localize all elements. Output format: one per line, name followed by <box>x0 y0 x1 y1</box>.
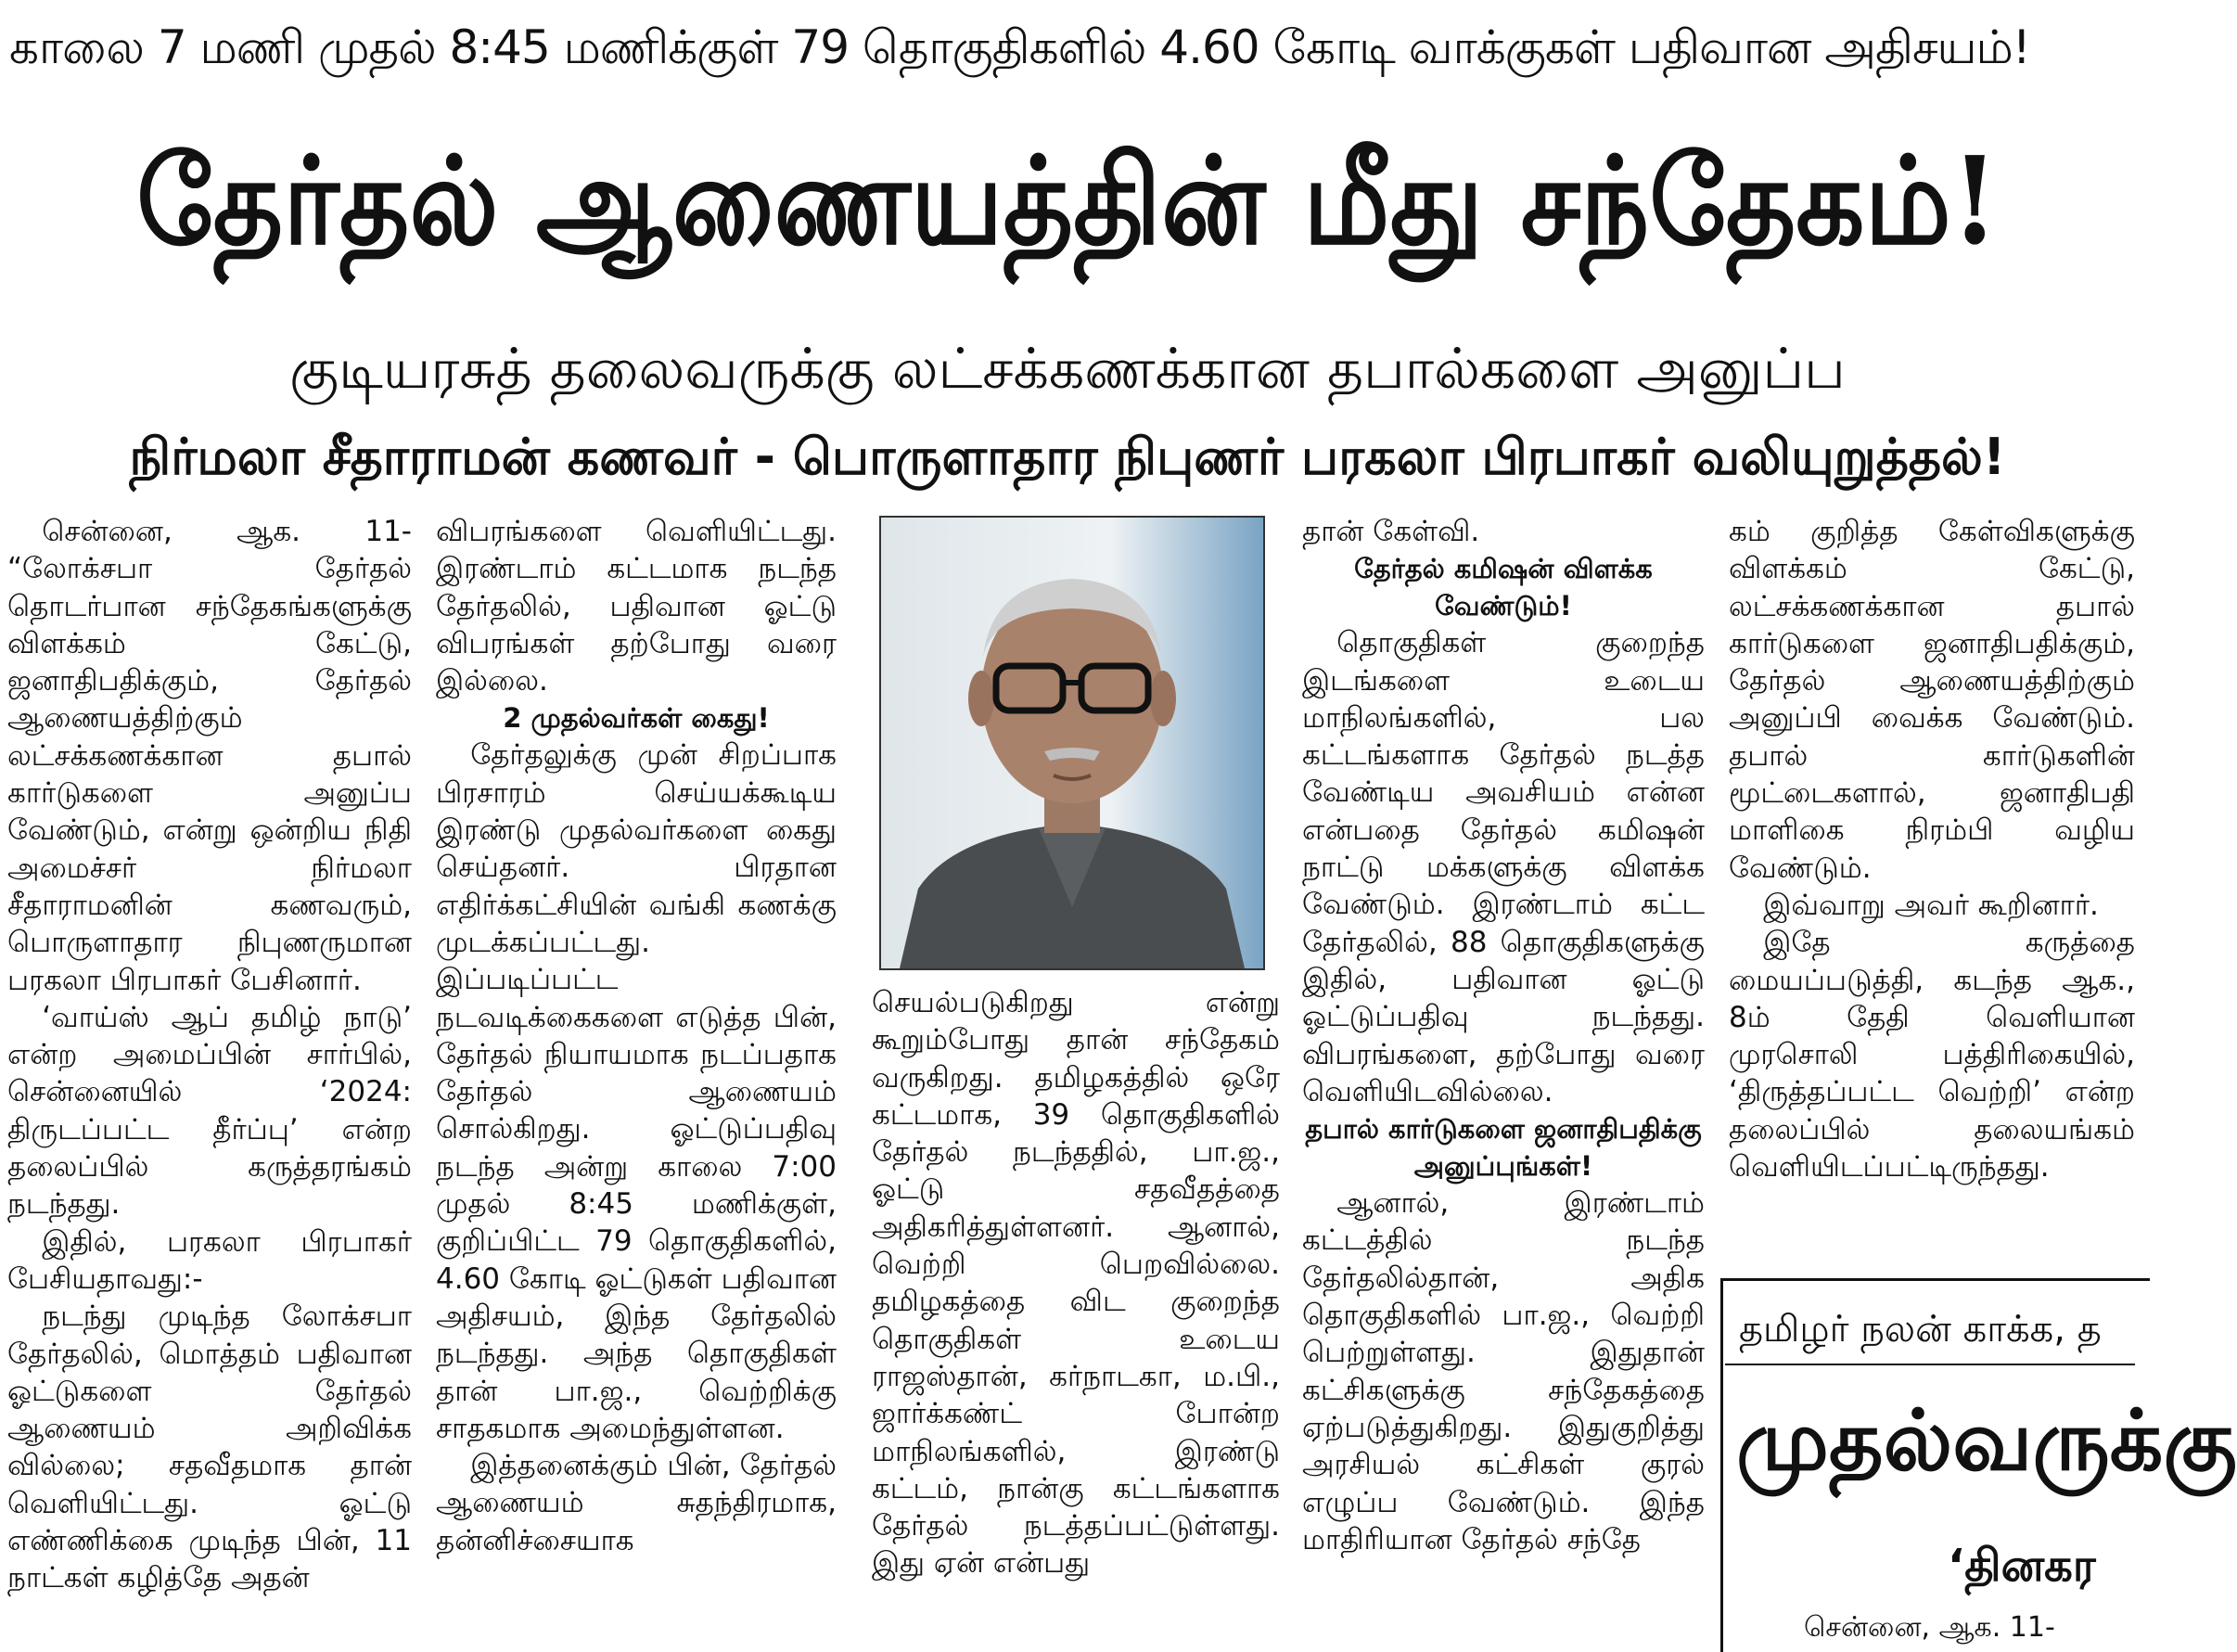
main-headline: தேர்தல் ஆணையத்தின் மீது சந்தேகம்! <box>136 130 1999 273</box>
paragraph: செயல்படுகிறது என்று கூறும்போது தான் சந்தேகம் வருகிறது. தமிழகத்தில் ஒரே கட்டமாக, 39 தொகுதிகளில் தேர்தல் நடந்ததில், பா.ஜ., ஓட்டு சதவீதத்தை அதிகரித்துள்ளனர். ஆனால், வெற்றி பெறவில்லை. தமிழகத்தை விட குறைந்த தொகுதிகள் உடைய ராஜஸ்தான், கர்நாடகா, ம.பி., ஜார்க்கண்ட் போன்ற மாநிலங்களில், இரண்டு கட்டம், நான்கு கட்டங்களாக தேர்தல் நடத்தப்பட்டுள்ளது. இது ஏன் என்பது <box>872 986 1280 1581</box>
subheading: 2 முதல்வர்கள் கைது! <box>503 702 770 735</box>
paragraph: சென்னை, ஆக. 11- “லோக்சபா தேர்தல் தொடர்பான சந்தேகங்களுக்கு விளக்கம் கேட்டு, ஜனாதிபதிக்கும், தேர்தல் ஆணையத்திற்கும் லட்சக்கணக்கான தபால் கார்டுகளை அனுப்ப வேண்டும், என்று ஒன்றிய நிதி அமைச்சர் நிர்மலா சீதாராமனின் கணவரும், பொருளாதார நிபுணருமான பரகலா பிரபாகர் பேசினார். <box>7 515 412 997</box>
paragraph: தேர்தலுக்கு முன் சிறப்பாக பிரசாரம் செய்யக்கூடிய இரண்டு முதல்வர்களை கைது செய்தனர். பிரதான எதிர்க்கட்சியின் வங்கி கணக்கு முடக்கப்பட்டது. இப்படிப்பட்ட நடவடிக்கைகளை எடுத்த பின், தேர்தல் நியாயமாக நடப்பதாக தேர்தல் ஆணையம் சொல்கிறது. ஓட்டுப்பதிவு நடந்த அன்று காலை 7:00 முதல் 8:45 மணிக்குள், குறிப்பிட்ட 79 தொகுதிகளில், 4.60 கோடி ஓட்டுகள் பதிவான அதிசயம், இந்த தேர்தலில் நடந்தது. அந்த தொகுதிகள் தான் பா.ஜ., வெற்றிக்கு சாதகமாக அமைந்துள்ளன. <box>436 738 837 1445</box>
sidebar-story-headline: முதல்வருக்கு <box>1736 1391 2237 1490</box>
sidebar-story-tag: தமிழர் நலன் காக்க, த <box>1739 1308 2102 1351</box>
paragraph: ‘வாய்ஸ் ஆப் தமிழ் நாடு’ என்ற அமைப்பின் சார்பில், சென்னையில் ‘2024: திருடப்பட்ட தீர்ப்பு’ என்ற தலைப்பில் கருத்தரங்கம் நடந்தது. <box>7 1000 412 1222</box>
sidebar-story-dateline: சென்னை, ஆக. 11- <box>1804 1611 2055 1644</box>
article-column-3 <box>872 984 1280 1642</box>
deck-line-2: நிர்மலா சீதாராமன் கணவர் - பொருளாதார நிபுணர் பரகலா பிரபாகர் வலியுறுத்தல்! <box>129 428 2006 486</box>
paragraph: தான் கேள்வி. <box>1302 515 1480 548</box>
paragraph: ஆனால், இரண்டாம் கட்டத்தில் நடந்த தேர்தலில்தான், அதிக தொகுதிகளில் பா.ஜ., வெற்றி பெற்றுள்ளது. இதுதான் கட்சிகளுக்கு சந்தேகத்தை ஏற்படுத்துகிறது. இதுகுறித்து அரசியல் கட்சிகள் குரல் எழுப்ப வேண்டும். இந்த மாதிரியான தேர்தல் சந்தே <box>1302 1186 1705 1556</box>
paragraph: தொகுதிகள் குறைந்த இடங்களை உடைய மாநிலங்களில், பல கட்டங்களாக தேர்தல் நடத்த வேண்டிய அவசியம் என்ன என்பதை தேர்தல் கமிஷன் நாட்டு மக்களுக்கு விளக்க வேண்டும். இரண்டாம் கட்ட தேர்தலில், 88 தொகுதிகளுக்கு இதில், பதிவான ஓட்டு ஓட்டுப்பதிவு நடந்தது. விபரங்களை, தற்போது வரை வெளியிடவில்லை. <box>1302 626 1705 1108</box>
divider <box>1725 1364 2135 1365</box>
speaker-photo <box>879 516 1265 970</box>
portrait-illustration <box>881 518 1263 968</box>
paragraph: விபரங்களை வெளியிட்டது. இரண்டாம் கட்டமாக நடந்த தேர்தலில், பதிவான ஓட்டு விபரங்கள் தற்போது வரை இல்லை. <box>436 515 837 698</box>
paragraph: கம் குறித்த கேள்விகளுக்கு விளக்கம் கேட்டு, லட்சக்கணக்கான தபால் கார்டுகளை ஜனாதிபதிக்கும், தேர்தல் ஆணையத்திற்கும் அனுப்பி வைக்க வேண்டும். தபால் கார்டுகளின் மூட்டைகளால், ஜனாதிபதி மாளிகை நிரம்பி வழிய வேண்டும். <box>1729 515 2135 885</box>
subheading: தேர்தல் கமிஷன் விளக்க வேண்டும்! <box>1354 553 1653 622</box>
deck-line-1: குடியரசுத் தலைவருக்கு லட்சக்கணக்கான தபால்களை அனுப்ப <box>289 337 1846 402</box>
paragraph: நடந்து முடிந்த லோக்சபா தேர்தலில், மொத்தம் பதிவான ஓட்டுகளை தேர்தல் ஆணையம் அறிவிக்க வில்லை; சதவீதமாக தான் வெளியிட்டது. ஓட்டு எண்ணிக்கை முடிந்த பின், 11 நாட்கள் கழித்தே அதன் <box>7 1300 412 1595</box>
article-column-5 <box>1729 513 2135 1274</box>
article-column-2 <box>436 513 837 1642</box>
subheading: தபால் கார்டுகளை ஜனாதிபதிக்கு அனுப்புங்கள்! <box>1305 1113 1702 1183</box>
paragraph: இதே கருத்தை மையப்படுத்தி, கடந்த ஆக., 8ம் தேதி வெளியான முரசொலி பத்திரிகையில், ‘திருத்தப்பட்ட வெற்றி’ என்ற தலைப்பில் தலையங்கம் வெளியிடப்பட்டிருந்தது. <box>1729 926 2135 1185</box>
sidebar-story-source: ‘தினகர <box>1948 1540 2096 1592</box>
paragraph: இவ்வாறு அவர் கூறினார். <box>1763 888 2099 922</box>
kicker-line: காலை 7 மணி முதல் 8:45 மணிக்குள் 79 தொகுதிகளில் 4.60 கோடி வாக்குகள் பதிவான அதிசயம்! <box>9 20 2030 74</box>
paragraph: இதில், பரகலா பிரபாகர் பேசியதாவது:- <box>7 1224 412 1296</box>
article-column-1 <box>7 513 412 1642</box>
paragraph: இத்தனைக்கும் பின், தேர்தல் ஆணையம் சுதந்திரமாக, தன்னிச்சையாக <box>436 1449 837 1557</box>
article-column-4 <box>1302 513 1705 1642</box>
